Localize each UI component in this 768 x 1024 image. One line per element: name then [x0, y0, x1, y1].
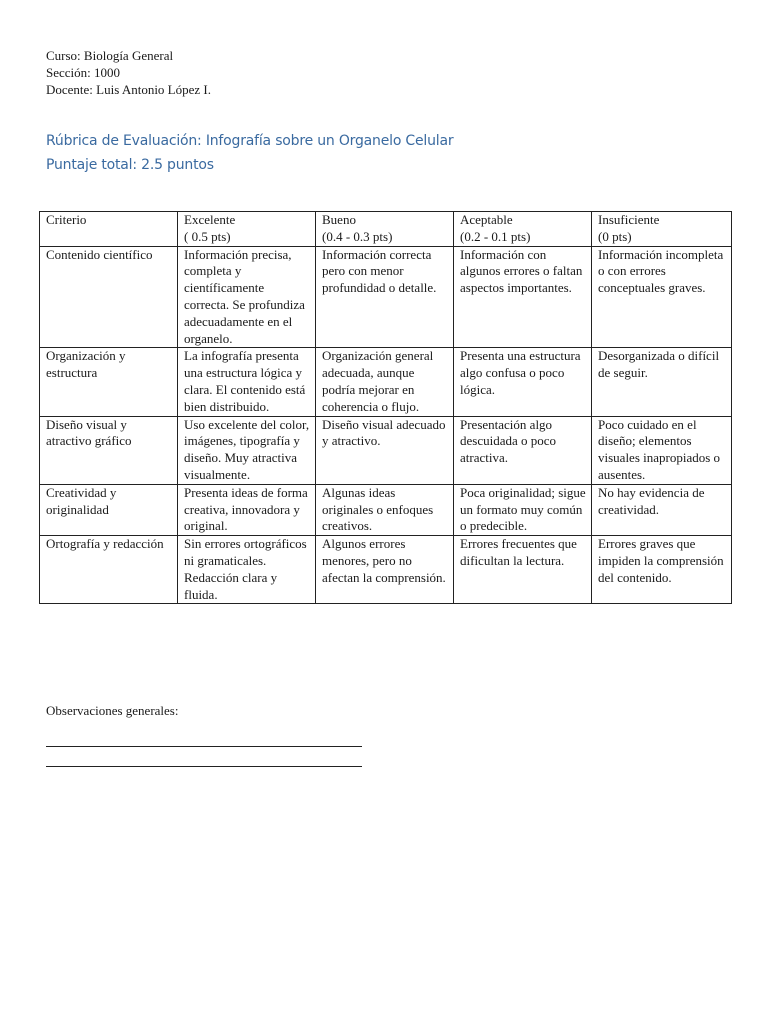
- document-header: [46, 47, 211, 98]
- observation-line: [46, 766, 362, 767]
- header-label: Bueno: [322, 212, 356, 227]
- header-bueno: [316, 212, 454, 247]
- bueno-cell: Algunas ideas originales o enfoques creativos.: [316, 484, 454, 535]
- bueno-cell: Organización general adecuada, aunque podría mejorar en coherencia o flujo.: [316, 348, 454, 416]
- header-points: (0.4 - 0.3 pts): [322, 228, 393, 244]
- header-label: Insuficiente: [598, 212, 660, 227]
- insuficiente-cell: No hay evidencia de creatividad.: [592, 484, 732, 535]
- bueno-cell: Información correcta pero con menor profundidad o detalle.: [316, 246, 454, 348]
- insuficiente-cell: Información incompleta o con errores conceptuales graves.: [592, 246, 732, 348]
- criterion-cell: Ortografía y redacción: [40, 536, 178, 604]
- observations-label: Observaciones generales:: [46, 703, 179, 718]
- aceptable-cell: Presenta una estructura algo confusa o poco lógica.: [454, 348, 592, 416]
- aceptable-cell: Información con algunos errores o faltan aspectos importantes.: [454, 246, 592, 348]
- header-points: (0.2 - 0.1 pts): [460, 228, 531, 244]
- table-header-row: [40, 212, 732, 247]
- table-row: [40, 348, 732, 416]
- observation-line: [46, 746, 362, 747]
- aceptable-cell: Poca originalidad; sigue un formato muy común o predecible.: [454, 484, 592, 535]
- bueno-cell: Diseño visual adecuado y atractivo.: [316, 416, 454, 484]
- section-line: Sección: 1000: [46, 65, 121, 80]
- excelente-cell: Información precisa, completa y científicamente correcta. Se profundiza adecuadamente en el organelo.: [178, 246, 316, 348]
- document-title: Rúbrica de Evaluación: Infografía sobre un Organelo Celular: [46, 133, 454, 149]
- aceptable-cell: Errores frecuentes que dificultan la lectura.: [454, 536, 592, 604]
- rubric-table: [39, 211, 732, 604]
- header-label: Aceptable: [460, 212, 513, 227]
- header-excelente: [178, 212, 316, 247]
- header-points: ( 0.5 pts): [184, 228, 231, 244]
- aceptable-cell: Presentación algo descuidada o poco atractiva.: [454, 416, 592, 484]
- teacher-line: Docente: Luis Antonio López I.: [46, 82, 211, 97]
- table-row: [40, 536, 732, 604]
- header-criterio: [40, 212, 178, 247]
- table-row: [40, 246, 732, 348]
- criterion-cell: Contenido científico: [40, 246, 178, 348]
- header-points: (0 pts): [598, 228, 632, 244]
- header-aceptable: [454, 212, 592, 247]
- excelente-cell: La infografía presenta una estructura lógica y clara. El contenido está bien distribuido.: [178, 348, 316, 416]
- header-label: Excelente: [184, 212, 236, 227]
- excelente-cell: Uso excelente del color, imágenes, tipografía y diseño. Muy atractiva visualmente.: [178, 416, 316, 484]
- insuficiente-cell: Desorganizada o difícil de seguir.: [592, 348, 732, 416]
- table-row: [40, 484, 732, 535]
- header-label: Criterio: [46, 212, 87, 227]
- table-row: [40, 416, 732, 484]
- insuficiente-cell: Errores graves que impiden la comprensión del contenido.: [592, 536, 732, 604]
- criterion-cell: Organización y estructura: [40, 348, 178, 416]
- document-subtitle: Puntaje total: 2.5 puntos: [46, 157, 214, 173]
- title-block: [46, 129, 453, 177]
- criterion-cell: Diseño visual y atractivo gráfico: [40, 416, 178, 484]
- course-line: Curso: Biología General: [46, 48, 174, 63]
- excelente-cell: Sin errores ortográficos ni gramaticales. Redacción clara y fluida.: [178, 536, 316, 604]
- header-insuficiente: [592, 212, 732, 247]
- insuficiente-cell: Poco cuidado en el diseño; elementos visuales inapropiados o ausentes.: [592, 416, 732, 484]
- excelente-cell: Presenta ideas de forma creativa, innovadora y original.: [178, 484, 316, 535]
- bueno-cell: Algunos errores menores, pero no afectan la comprensión.: [316, 536, 454, 604]
- criterion-cell: Creatividad y originalidad: [40, 484, 178, 535]
